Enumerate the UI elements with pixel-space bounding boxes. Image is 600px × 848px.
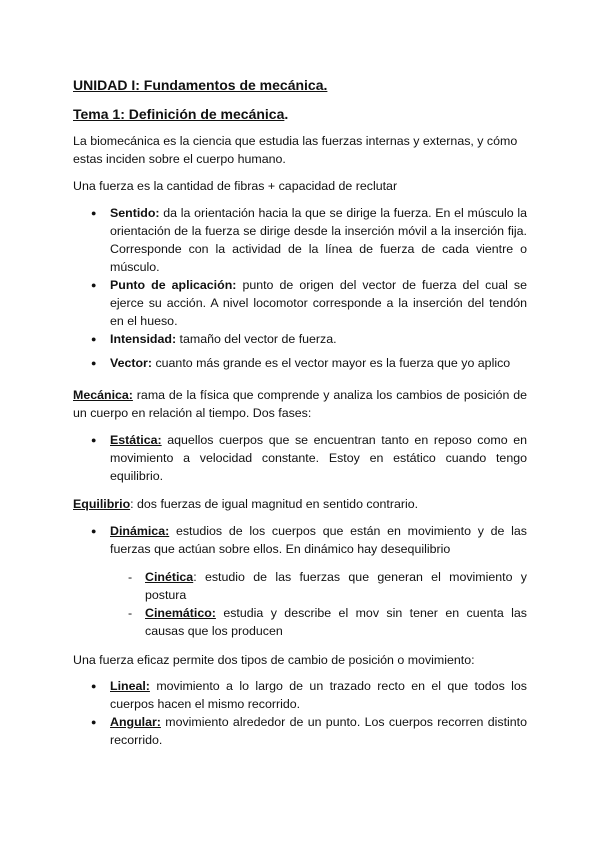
term: Lineal: — [110, 679, 150, 693]
term: Punto de aplicación: — [110, 278, 237, 292]
list-item-cinematico — [128, 604, 527, 640]
change-intro: Una fuerza eficaz permite dos tipos de cambio de posición o movimiento: — [73, 653, 475, 667]
estatica-list — [91, 431, 527, 485]
list-item-lineal — [91, 677, 527, 713]
dinamica-list — [91, 522, 527, 558]
term: Sentido: — [110, 206, 160, 220]
movement-types-list — [91, 677, 527, 749]
term: Intensidad: — [110, 332, 177, 346]
list-item-dinamica — [91, 522, 527, 558]
definition: estudios de los cuerpos que están en movimiento y de las fuerzas que actúan sobre ellos. En dinámico hay desequilibrio — [110, 524, 527, 556]
definition: aquellos cuerpos que se encuentran tanto en reposo como en movimiento a velocidad constante. Estoy en estático cuando tengo equilibrio. — [110, 433, 527, 483]
term: Cinética — [145, 570, 194, 584]
definition: rama de la física que comprende y analiza los cambios de posición de un cuerpo en relación al tiempo. Dos fases: — [73, 388, 527, 420]
topic-heading — [73, 105, 527, 123]
list-item-cinetica — [128, 568, 527, 604]
term: Vector: — [110, 356, 153, 370]
list-item-vector — [91, 354, 527, 372]
force-definition: Una fuerza es la cantidad de fibras + capacidad de reclutar — [73, 179, 398, 193]
unit-heading: UNIDAD I: Fundamentos de mecánica. — [73, 77, 328, 93]
definition: tamaño del vector de fuerza. — [176, 332, 337, 346]
term: Angular: — [110, 715, 161, 729]
dinamica-sub-list — [128, 568, 527, 640]
term: Mecánica: — [73, 388, 133, 402]
definition: cuanto más grande es el vector mayor es la fuerza que yo aplico — [152, 356, 511, 370]
term: Equilibrio — [73, 497, 131, 511]
topic-heading-dot: . — [284, 106, 289, 122]
list-item-sentido — [91, 204, 527, 276]
definition: punto de origen del vector de fuerza del cual se ejerce su acción. A nivel locomotor corresponde a la inserción del tendón en el hueso. — [110, 278, 527, 328]
definition: estudia y describe el mov sin tener en cuenta las causas que los producen — [145, 606, 527, 638]
definition: : dos fuerzas de igual magnitud en sentido contrario. — [130, 497, 419, 511]
mecanica-paragraph — [73, 386, 527, 422]
definition: : estudio de las fuerzas que generan el movimiento y postura — [145, 570, 527, 602]
list-item-punto-aplicacion — [91, 276, 527, 330]
definition: da la orientación hacia la que se dirige la fuerza. En el músculo la orientación de la fuerza se dirige desde la inserción móvil a la inserción fija. Corresponde con la actividad de la línea de fuerza de cada vientre o músculo. — [110, 206, 527, 274]
definition: movimiento alrededor de un punto. Los cuerpos recorren distinto recorrido. — [110, 715, 527, 747]
term: Cinemático: — [145, 606, 216, 620]
list-item-angular — [91, 713, 527, 749]
list-item-estatica — [91, 431, 527, 485]
list-item-intensidad — [91, 330, 527, 348]
term: Estática: — [110, 433, 162, 447]
topic-heading-text: Tema 1: Definición de mecánica — [73, 106, 285, 122]
definition: movimiento a lo largo de un trazado recto en el que todos los cuerpos hacen el mismo recorrido. — [110, 679, 527, 711]
term: Dinámica: — [110, 524, 170, 538]
intro-paragraph: La biomecánica es la ciencia que estudia las fuerzas internas y externas, y cómo estas inciden sobre el cuerpo humano. — [73, 134, 518, 166]
equilibrio-paragraph — [73, 495, 527, 513]
force-properties-list — [91, 204, 527, 372]
